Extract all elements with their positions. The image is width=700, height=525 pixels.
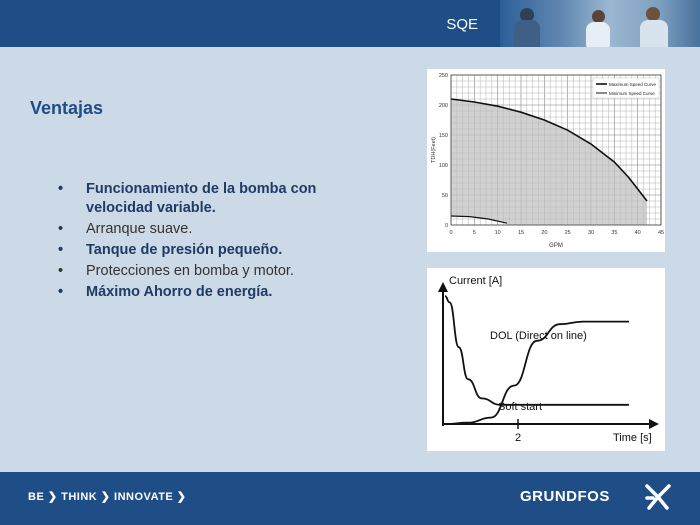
x-tick-label: 0 xyxy=(449,230,453,236)
x-tick-labels xyxy=(449,230,664,236)
x-tick-label: 2 xyxy=(514,432,522,444)
current-time-svg xyxy=(427,268,665,451)
slogan: BE ❯ THINK ❯ INNOVATE ❯ xyxy=(28,491,187,503)
y-axis-label: TDH(Feet) xyxy=(431,137,437,163)
x-tick-label: 10 xyxy=(494,230,501,236)
legend-min-speed: Minimum Speed Curve xyxy=(609,91,655,96)
bullet-text: Arranque suave. xyxy=(86,221,193,237)
x-tick-label: 30 xyxy=(587,230,595,236)
legend-max-speed: Maximum Speed Curve xyxy=(609,82,657,87)
bullet-list xyxy=(58,180,358,304)
y-tick-label: 150 xyxy=(438,133,448,139)
grundfos-logo-icon xyxy=(643,482,673,512)
x-axis-label: Time [s] xyxy=(613,432,652,444)
bullet-icon: • xyxy=(58,242,64,258)
brand-logo-text: GRUNDFOS xyxy=(520,488,610,505)
y-tick-label: 0 xyxy=(444,223,448,229)
x-tick-label: 45 xyxy=(657,230,665,236)
chart-legend xyxy=(593,78,659,98)
x-axis-label: GPM xyxy=(549,243,563,249)
dol-curve xyxy=(445,296,629,405)
x-tick-label: 40 xyxy=(634,230,641,236)
y-tick-label: 50 xyxy=(441,193,448,199)
current-time-chart xyxy=(427,268,665,451)
bullet-item xyxy=(58,180,358,218)
y-tick-label: 200 xyxy=(438,103,448,109)
bullet-item xyxy=(58,283,358,302)
y-axis-arrow xyxy=(438,282,448,292)
pump-curve-svg xyxy=(427,69,665,252)
bullet-text: Máximo Ahorro de energía. xyxy=(86,284,273,300)
operating-area xyxy=(451,99,647,225)
bullet-icon: • xyxy=(58,181,64,197)
bullet-text: Funcionamiento de la bomba con velocidad variable. xyxy=(86,181,317,216)
soft-start-annotation: Soft start xyxy=(498,401,543,413)
x-tick-label: 35 xyxy=(611,230,618,236)
x-tick-label: 5 xyxy=(472,230,476,236)
x-axis-arrow xyxy=(649,419,659,429)
y-tick-label: 100 xyxy=(438,163,448,169)
y-axis-label: Current [A] xyxy=(449,275,503,287)
footer-bar xyxy=(0,472,700,525)
bullet-item xyxy=(58,241,358,260)
header-title: SQE xyxy=(446,16,478,33)
x-tick-label: 20 xyxy=(541,230,548,236)
bullet-icon: • xyxy=(58,263,64,279)
bullet-item xyxy=(58,220,358,239)
slide-title: Ventajas xyxy=(30,98,104,118)
y-tick-label: 250 xyxy=(438,73,448,79)
bullet-icon: • xyxy=(58,221,64,237)
header-bar xyxy=(0,0,700,47)
bullet-text: Tanque de presión pequeño. xyxy=(86,242,283,258)
x-tick-label: 15 xyxy=(517,230,525,236)
pump-curve-chart xyxy=(427,69,665,252)
bullet-icon: • xyxy=(58,284,64,300)
dol-annotation: DOL (Direct on line) xyxy=(490,330,587,342)
header-photo xyxy=(500,0,700,47)
bullet-item xyxy=(58,262,358,281)
x-tick-label: 25 xyxy=(564,230,571,236)
y-tick-labels xyxy=(439,73,448,229)
bullet-text: Protecciones en bomba y motor. xyxy=(86,263,294,279)
